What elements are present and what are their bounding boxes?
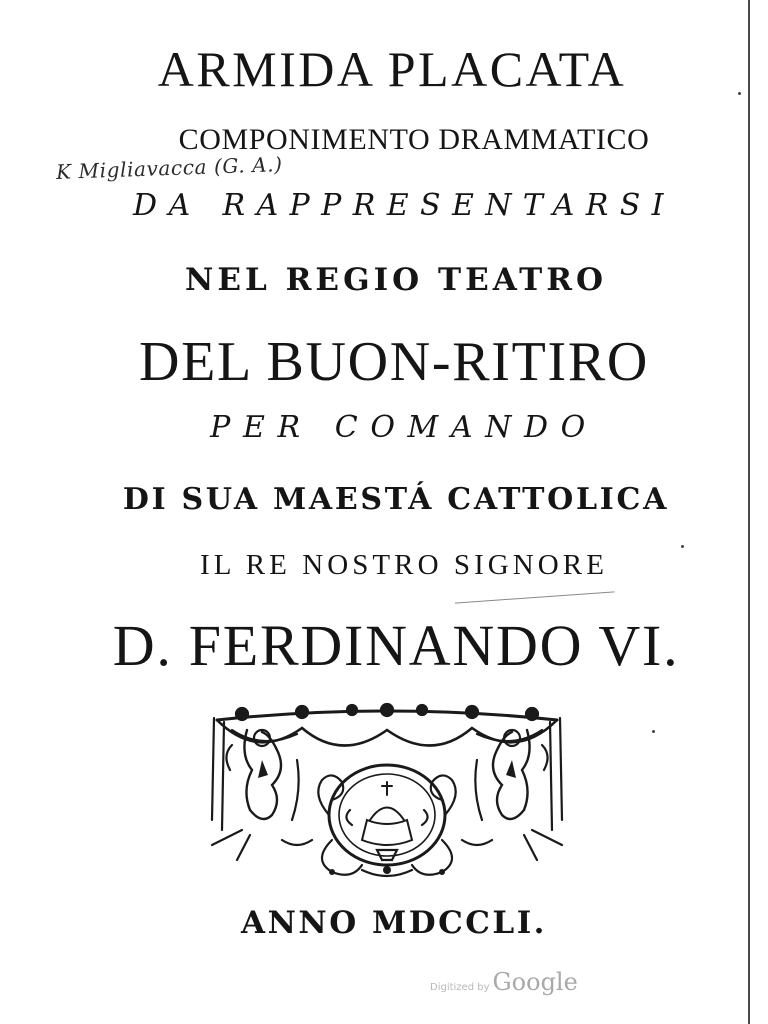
pen-stroke	[455, 591, 615, 611]
print-speck	[652, 730, 655, 733]
print-speck	[738, 92, 741, 95]
handwritten-annotation: K Migliavacca (G. A.)	[55, 152, 283, 184]
print-speck	[681, 545, 684, 548]
printers-ornament-icon	[202, 700, 572, 885]
line-da-rappresentarsi: DA RAPPRESENTARSI	[133, 188, 675, 223]
watermark-prefix: Digitized by	[430, 982, 490, 993]
line-nel-regio-teatro: NEL REGIO TEATRO	[184, 262, 608, 298]
watermark-brand: Google	[492, 968, 578, 996]
line-il-re-nostro-signore: IL RE NOSTRO SIGNORE	[200, 549, 608, 581]
line-per-comando: PER COMANDO	[210, 410, 598, 445]
publication-year: ANNO MDCCLI.	[241, 905, 547, 941]
work-subtitle: COMPONIMENTO DRAMMATICO	[178, 123, 650, 156]
line-di-sua-maesta: DI SUA MAESTÁ CATTOLICA	[122, 482, 670, 517]
work-title: ARMIDA PLACATA	[157, 41, 627, 97]
theatre-name: DEL BUON-RITIRO	[139, 331, 649, 393]
king-name: D. FERDINANDO VI.	[112, 613, 680, 678]
digitized-by-watermark	[430, 968, 578, 996]
